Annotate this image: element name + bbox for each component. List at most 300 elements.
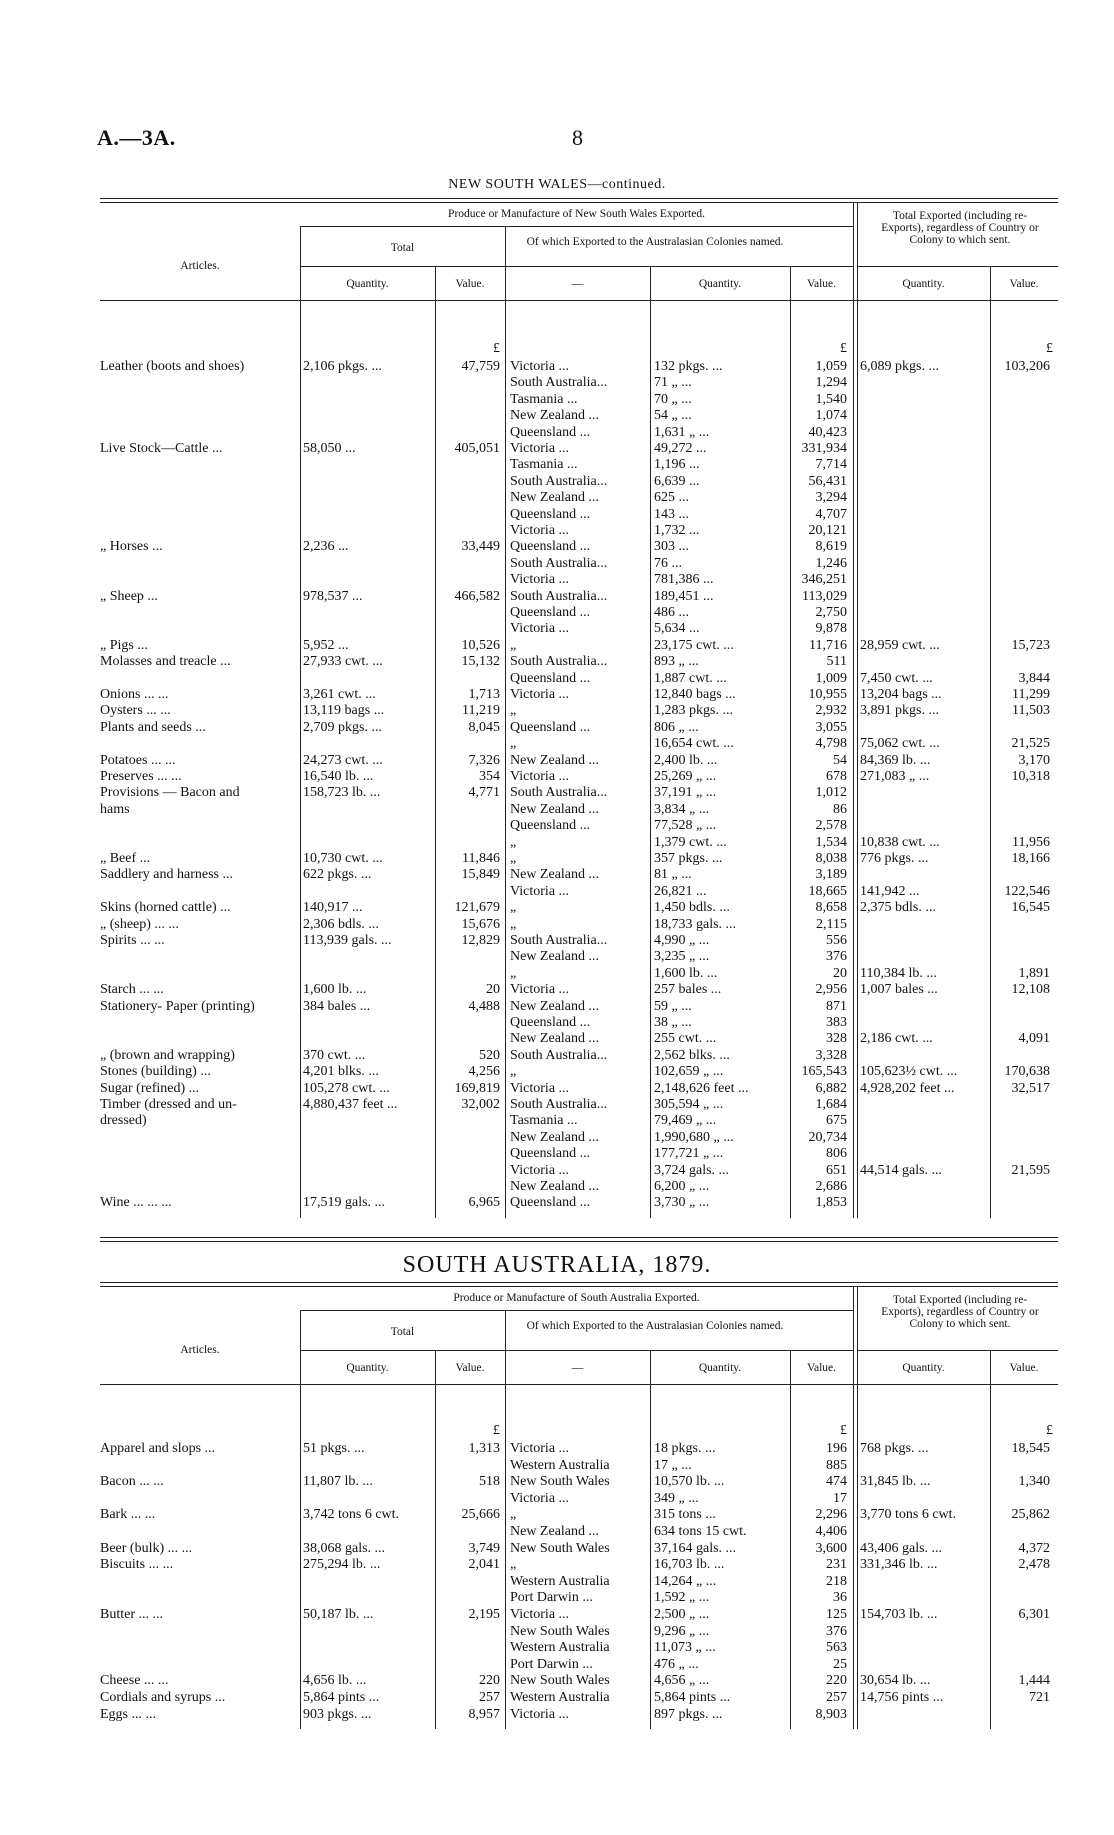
- header-bottom-rule: [100, 300, 1058, 301]
- colony-value: 1,012: [815, 785, 847, 801]
- colony-quantity: 897 pkgs. ...: [654, 1706, 723, 1722]
- nsw-section-title: NEW SOUTH WALES—continued.: [448, 177, 666, 192]
- total-value: 2,195: [468, 1607, 500, 1622]
- total-quantity: 370 cwt. ...: [303, 1047, 366, 1063]
- colony-quantity: 76 ...: [654, 555, 682, 571]
- total-quantity: 16,540 lb. ...: [303, 769, 374, 784]
- articles-header: Articles.: [180, 1344, 220, 1356]
- colony-name: „: [510, 637, 517, 653]
- total-quantity: 1,600 lb. ...: [303, 982, 367, 998]
- total-value: 4,256: [468, 1064, 500, 1080]
- colony-name: Queensland ...: [510, 506, 591, 522]
- colony-name: Victoria ...: [510, 883, 570, 899]
- overall-quantity: 43,406 gals. ...: [860, 1540, 943, 1556]
- colony-quantity: 1,450 bdls. ...: [654, 900, 730, 916]
- total-value: 12,829: [461, 933, 500, 948]
- colony-quantity: 17 „ ...: [654, 1457, 692, 1473]
- colony-name: Queensland ...: [510, 424, 591, 440]
- overall-quantity: 776 pkgs. ...: [860, 851, 929, 866]
- overall-value: 721: [1029, 1690, 1050, 1705]
- overall-quantity: 768 pkgs. ...: [860, 1441, 929, 1456]
- total-quantity: 4,656 lb. ...: [303, 1673, 367, 1689]
- pound-symbol: £: [840, 1423, 847, 1438]
- column-divider: [790, 1384, 791, 1729]
- total-value: 15,676: [461, 916, 500, 932]
- overall-value: 1,340: [1018, 1474, 1050, 1490]
- total-value: 20: [486, 982, 500, 998]
- column-divider: [435, 1384, 436, 1729]
- total-quantity: 4,880,437 feet ...: [303, 1097, 398, 1112]
- article-name: Oysters ... ...: [100, 703, 171, 719]
- header-rule: [300, 1350, 853, 1351]
- total-quantity: 4,201 blks. ...: [303, 1064, 379, 1080]
- colony-value: 556: [826, 933, 847, 948]
- colony-name: Victoria ...: [510, 523, 570, 538]
- column-divider: [300, 226, 301, 1218]
- total-quantity: 140,917 ...: [303, 900, 363, 916]
- colony-quantity: 77,528 „ ...: [654, 818, 717, 834]
- total-value: 47,759: [461, 359, 500, 374]
- colony-value: 474: [826, 1474, 847, 1490]
- colony-quantity: 38 „ ...: [654, 1015, 692, 1030]
- article-name: Timber (dressed and un-: [100, 1097, 237, 1112]
- overall-value: 2,478: [1018, 1557, 1050, 1573]
- overall-quantity: 6,089 pkgs. ...: [860, 359, 939, 374]
- total-exported-header: Total Exported (including re-Exports), regardless of Country or Colony to which sent.: [881, 210, 1039, 246]
- articles-header: Articles.: [180, 260, 220, 272]
- overall-quantity: 7,450 cwt. ...: [860, 670, 933, 686]
- colony-value: 331,934: [801, 441, 847, 456]
- colony-quantity: 4,990 „ ...: [654, 933, 710, 948]
- total-value: 15,132: [461, 654, 500, 670]
- colony-quantity: 625 ...: [654, 490, 689, 506]
- overall-quantity: 1,007 bales ...: [860, 982, 938, 998]
- colony-quantity: 4,656 „ ...: [654, 1673, 710, 1689]
- colony-value: 20,121: [808, 523, 847, 538]
- total-header: Total: [390, 242, 415, 254]
- colony-value: 40,423: [808, 424, 847, 440]
- pound-symbol: £: [1046, 341, 1053, 356]
- colony-value: 806: [826, 1146, 847, 1162]
- value-header: Value.: [455, 1362, 485, 1374]
- value-header: Value.: [806, 278, 837, 290]
- colony-quantity: 6,200 „ ...: [654, 1179, 710, 1194]
- column-divider: [857, 1286, 858, 1729]
- article-name: Preserves ... ...: [100, 769, 182, 784]
- colony-quantity: 303 ...: [654, 539, 689, 555]
- total-quantity: 58,050 ...: [303, 441, 356, 456]
- total-quantity: 10,730 cwt. ...: [303, 851, 383, 866]
- colony-name: Victoria ...: [510, 359, 570, 374]
- article-name: Eggs ... ...: [100, 1706, 156, 1722]
- colony-value: 383: [826, 1015, 847, 1030]
- colony-name: Queensland ...: [510, 1146, 591, 1162]
- colony-name: „: [510, 736, 517, 752]
- of-which-header: Of which Exported to the Australasian Colonies named.: [526, 1320, 784, 1332]
- colony-value: 1,074: [815, 408, 847, 424]
- colony-quantity: 70 „ ...: [654, 391, 692, 407]
- total-quantity: 275,294 lb. ...: [303, 1557, 381, 1573]
- total-quantity: 2,709 pkgs. ...: [303, 719, 382, 735]
- table-top-rule: [100, 1282, 1058, 1283]
- total-value: 121,679: [454, 900, 500, 916]
- table-top-rule: [100, 202, 1058, 203]
- colony-name: Victoria ...: [510, 441, 570, 456]
- overall-value: 11,956: [1012, 834, 1050, 850]
- colony-quantity: 1,283 pkgs. ...: [654, 703, 733, 719]
- header-rule: [857, 266, 1058, 267]
- total-quantity: 978,537 ...: [303, 588, 363, 604]
- article-name: „ Pigs ...: [100, 637, 148, 653]
- header-rule: [857, 1350, 1058, 1351]
- colony-quantity: 486 ...: [654, 605, 689, 620]
- quantity-header: Quantity.: [902, 1362, 945, 1374]
- colony-value: 675: [826, 1113, 847, 1129]
- colony-quantity: 59 „ ...: [654, 998, 692, 1014]
- colony-quantity: 5,864 pints ...: [654, 1690, 731, 1705]
- total-value: 466,582: [454, 588, 500, 604]
- colony-value: 7,714: [815, 457, 847, 473]
- overall-value: 122,546: [1004, 883, 1050, 899]
- document-reference: A.—3A.: [97, 125, 176, 150]
- article-name: Provisions — Bacon and: [100, 785, 240, 801]
- colony-quantity: 18 pkgs. ...: [654, 1441, 716, 1456]
- total-value: 518: [479, 1474, 500, 1490]
- colony-value: 1,059: [815, 359, 847, 374]
- colony-quantity: 3,724 gals. ...: [654, 1162, 730, 1178]
- colony-quantity: 5,634 ...: [654, 621, 700, 637]
- colony-quantity: 1,600 lb. ...: [654, 965, 718, 981]
- colony-value: 1,294: [815, 375, 847, 391]
- column-divider: [435, 300, 436, 1218]
- colony-quantity: 16,654 cwt. ...: [654, 736, 734, 752]
- colony-value: 25: [833, 1656, 847, 1672]
- colony-name: Victoria ...: [510, 982, 570, 998]
- overall-quantity: 13,204 bags ...: [860, 687, 942, 702]
- overall-value: 170,638: [1004, 1064, 1050, 1080]
- colony-value: 165,543: [801, 1064, 847, 1080]
- colony-quantity: 12,840 bags ...: [654, 687, 736, 702]
- colony-value: 8,619: [815, 539, 847, 555]
- overall-quantity: 4,928,202 feet ...: [860, 1080, 955, 1096]
- colony-name: New Zealand ...: [510, 1524, 600, 1539]
- pound-symbol: £: [493, 1423, 500, 1438]
- colony-name: „: [510, 900, 517, 916]
- article-name: Spirits ... ...: [100, 933, 165, 948]
- colony-quantity: 1,196 ...: [654, 457, 700, 473]
- colony-quantity: 3,834 „ ...: [654, 801, 710, 817]
- colony-name: South Australia...: [510, 555, 608, 571]
- overall-quantity: 3,770 tons 6 cwt.: [860, 1507, 957, 1523]
- article-name: Stones (building) ...: [100, 1064, 211, 1080]
- overall-quantity: 84,369 lb. ...: [860, 752, 931, 768]
- colony-quantity: 634 tons 15 cwt.: [654, 1524, 747, 1539]
- total-quantity: 24,273 cwt. ...: [303, 752, 383, 768]
- colony-quantity: 6,639 ...: [654, 473, 700, 489]
- colony-value: 8,903: [815, 1706, 847, 1722]
- total-quantity: 11,807 lb. ...: [303, 1474, 373, 1490]
- colony-quantity: 2,500 „ ...: [654, 1607, 710, 1622]
- colony-quantity: 1,631 „ ...: [654, 424, 710, 440]
- colony-value: 4,406: [815, 1524, 847, 1539]
- overall-quantity: 110,384 lb. ...: [860, 965, 937, 981]
- article-name: Butter ... ...: [100, 1607, 163, 1622]
- colony-value: 113,029: [802, 588, 847, 604]
- overall-quantity: 30,654 lb. ...: [860, 1673, 931, 1689]
- colony-quantity: 18,733 gals. ...: [654, 916, 737, 932]
- overall-quantity: 28,959 cwt. ...: [860, 637, 940, 653]
- colony-name: Tasmania ...: [510, 1113, 578, 1129]
- colony-value: 2,956: [815, 982, 847, 998]
- article-name: Sugar (refined) ...: [100, 1080, 200, 1096]
- total-value: 8,957: [468, 1706, 500, 1722]
- total-value: 33,449: [461, 539, 500, 555]
- colony-value: 2,750: [815, 605, 847, 620]
- total-quantity: 158,723 lb. ...: [303, 785, 381, 801]
- colony-value: 4,707: [815, 506, 847, 522]
- total-value: 4,771: [468, 785, 500, 801]
- produce-header: Produce or Manufacture of South Australia Exported.: [453, 1292, 700, 1304]
- colony-quantity: 357 pkgs. ...: [654, 851, 723, 866]
- colony-quantity: 71 „ ...: [654, 375, 692, 391]
- colony-value: 8,658: [815, 900, 847, 916]
- colony-value: 871: [826, 998, 847, 1014]
- colony-quantity: 37,191 „ ...: [654, 785, 717, 801]
- total-quantity: 2,306 bdls. ...: [303, 916, 379, 932]
- article-name: Beer (bulk) ... ...: [100, 1540, 193, 1556]
- article-name: Bark ... ...: [100, 1507, 156, 1523]
- colony-quantity: 476 „ ...: [654, 1656, 699, 1672]
- colony-name: New Zealand ...: [510, 867, 600, 883]
- produce-header: Produce or Manufacture of New South Wales Exported.: [448, 208, 705, 220]
- colony-value: 56,431: [808, 473, 847, 489]
- colony-quantity: 305,594 „ ...: [654, 1097, 724, 1112]
- colony-name: New Zealand ...: [510, 1129, 600, 1145]
- article-name: Molasses and treacle ...: [100, 654, 231, 670]
- colony-value: 376: [826, 949, 847, 965]
- overall-value: 32,517: [1011, 1080, 1050, 1096]
- page-number: 8: [572, 125, 583, 150]
- colony-quantity: 54 „ ...: [654, 408, 692, 424]
- article-name: „ Horses ...: [100, 539, 163, 555]
- article-name: Leather (boots and shoes): [100, 359, 245, 374]
- overall-value: 6,301: [1018, 1607, 1050, 1622]
- total-quantity: 5,864 pints ...: [303, 1690, 380, 1705]
- colony-value: 231: [826, 1557, 847, 1573]
- total-quantity: 105,278 cwt. ...: [303, 1080, 390, 1096]
- colony-value: 2,296: [815, 1507, 847, 1523]
- colony-name: Victoria ...: [510, 1080, 570, 1096]
- total-quantity: 113,939 gals. ...: [303, 933, 392, 948]
- colony-name: Queensland ...: [510, 818, 591, 834]
- total-value: 10,526: [461, 637, 500, 653]
- colony-name: „: [510, 1507, 517, 1523]
- overall-value: 1,444: [1018, 1673, 1050, 1689]
- colony-quantity: 143 ...: [654, 506, 689, 522]
- total-value: 169,819: [454, 1080, 500, 1096]
- colony-quantity: 2,562 blks. ...: [654, 1047, 730, 1063]
- overall-value: 18,166: [1011, 851, 1050, 866]
- colony-name: New Zealand ...: [510, 408, 600, 424]
- colony-name: South Australia...: [510, 588, 608, 604]
- total-value: 354: [479, 769, 500, 784]
- of-which-header: Of which Exported to the Australasian Colonies named.: [526, 236, 784, 248]
- colony-name: Queensland ...: [510, 670, 591, 686]
- colony-value: 3,328: [815, 1047, 847, 1063]
- article-name: Wine ... ... ...: [100, 1195, 172, 1211]
- total-quantity: 3,261 cwt. ...: [303, 687, 376, 702]
- colony-value: 257: [826, 1690, 847, 1705]
- column-divider: [650, 1384, 651, 1729]
- total-quantity: 622 pkgs. ...: [303, 867, 372, 883]
- colony-quantity: 81 „ ...: [654, 867, 692, 883]
- overall-value: 3,844: [1018, 670, 1050, 686]
- colony-quantity: 893 „ ...: [654, 654, 699, 670]
- total-exported-header: Total Exported (including re-Exports), regardless of Country or Colony to which sent.: [881, 1294, 1039, 1330]
- overall-quantity: 271,083 „ ...: [860, 769, 930, 784]
- colony-name: Victoria ...: [510, 572, 570, 588]
- overall-value: 103,206: [1004, 359, 1050, 374]
- total-value: 520: [479, 1047, 500, 1063]
- header-rule: [300, 1310, 853, 1311]
- total-value: 2,041: [468, 1557, 500, 1573]
- colony-name: Victoria ...: [510, 621, 570, 637]
- article-name: „ (brown and wrapping): [100, 1047, 235, 1063]
- article-name: Apparel and slops ...: [100, 1441, 216, 1456]
- article-name: Starch ... ...: [100, 982, 164, 998]
- colony-value: 18,665: [808, 883, 847, 899]
- colony-quantity: 1,732 ...: [654, 523, 700, 538]
- colony-value: 36: [833, 1590, 847, 1606]
- colony-value: 10,955: [808, 687, 847, 702]
- colony-quantity: 3,730 „ ...: [654, 1195, 710, 1211]
- colony-quantity: 79,469 „ ...: [654, 1113, 717, 1129]
- colony-quantity: 1,887 cwt. ...: [654, 670, 727, 686]
- colony-name: Victoria ...: [510, 1441, 570, 1456]
- total-quantity: 5,952 ...: [303, 637, 349, 653]
- overall-quantity: 105,623½ cwt. ...: [860, 1064, 958, 1080]
- colony-quantity: 781,386 ...: [654, 572, 714, 588]
- colony-value: 2,578: [815, 818, 847, 834]
- colony-name: South Australia...: [510, 654, 608, 670]
- column-divider: [650, 300, 651, 1218]
- colony-quantity: 11,073 „ ...: [654, 1640, 716, 1656]
- colony-quantity: 10,570 lb. ...: [654, 1474, 725, 1490]
- colony-value: 20,734: [808, 1129, 847, 1145]
- colony-quantity: 806 „ ...: [654, 719, 699, 735]
- overall-quantity: 10,838 cwt. ...: [860, 834, 940, 850]
- colony-quantity: 1,379 cwt. ...: [654, 834, 727, 850]
- pound-symbol: £: [1046, 1423, 1053, 1438]
- article-name: Live Stock—Cattle ...: [100, 441, 223, 456]
- colony-name: „: [510, 834, 517, 850]
- colony-value: 346,251: [801, 572, 847, 588]
- colony-quantity: 16,703 lb. ...: [654, 1557, 725, 1573]
- colony-value: 17: [833, 1490, 847, 1506]
- quantity-header: Quantity.: [346, 1362, 389, 1374]
- overall-value: 25,862: [1011, 1507, 1050, 1523]
- colony-quantity: 25,269 „ ...: [654, 769, 717, 784]
- colony-value: 6,882: [815, 1080, 847, 1096]
- colony-quantity: 26,821 ...: [654, 883, 707, 899]
- overall-value: 10,318: [1011, 769, 1050, 784]
- value-header: Value.: [1009, 278, 1039, 290]
- colony-value: 125: [826, 1607, 847, 1622]
- overall-quantity: 2,375 bdls. ...: [860, 900, 936, 916]
- quantity-header: Quantity.: [902, 278, 945, 290]
- total-value: 25,666: [461, 1507, 500, 1523]
- overall-quantity: 31,845 lb. ...: [860, 1474, 931, 1490]
- colony-name: Victoria ...: [510, 1162, 570, 1178]
- colony-value: 1,853: [815, 1195, 847, 1211]
- colony-value: 196: [826, 1441, 847, 1456]
- colony-name: New South Wales: [510, 1474, 610, 1490]
- section-divider: [100, 1241, 1058, 1242]
- total-value: 32,002: [461, 1097, 500, 1112]
- total-value: 1,713: [468, 687, 500, 702]
- colony-quantity: 14,264 „ ...: [654, 1573, 717, 1589]
- colony-value: 3,055: [815, 719, 847, 735]
- total-value: 11,846: [462, 851, 500, 866]
- overall-quantity: 14,756 pints ...: [860, 1690, 944, 1705]
- header-rule: [300, 226, 853, 227]
- colony-value: 563: [826, 1640, 847, 1656]
- pound-symbol: £: [840, 341, 847, 356]
- total-quantity: 3,742 tons 6 cwt.: [303, 1507, 400, 1523]
- colony-value: 20: [833, 965, 847, 981]
- colony-value: 328: [826, 1031, 847, 1047]
- colony-name: Port Darwin ...: [510, 1590, 593, 1606]
- quantity-header: Quantity.: [698, 278, 742, 290]
- article-name: Plants and seeds ...: [100, 719, 206, 735]
- total-value: 257: [479, 1690, 500, 1705]
- header-rule: [300, 266, 853, 267]
- colony-value: 11,716: [809, 637, 847, 653]
- overall-value: 21,595: [1011, 1162, 1050, 1178]
- colony-value: 86: [833, 801, 847, 817]
- colony-quantity: 49,272 ...: [654, 441, 707, 456]
- overall-value: 16,545: [1011, 900, 1050, 916]
- colony-value: 376: [826, 1623, 847, 1639]
- total-quantity: 50,187 lb. ...: [303, 1607, 374, 1622]
- colony-name: New Zealand ...: [510, 801, 600, 817]
- colony-name: Queensland ...: [510, 605, 591, 620]
- colony-name: „: [510, 703, 517, 719]
- value-header: Value.: [1009, 1362, 1039, 1374]
- article-name: Bacon ... ...: [100, 1474, 164, 1490]
- total-quantity: 2,236 ...: [303, 539, 349, 555]
- colony-value: 9,878: [815, 621, 847, 637]
- header-bottom-rule: [100, 1384, 1058, 1385]
- colony-value: 1,540: [815, 391, 847, 407]
- colony-name: New South Wales: [510, 1673, 610, 1689]
- column-divider: [790, 300, 791, 1218]
- column-divider: [990, 1384, 991, 1729]
- colony-header: —: [571, 278, 584, 290]
- quantity-header: Quantity.: [346, 278, 389, 290]
- overall-quantity: 75,062 cwt. ...: [860, 736, 940, 752]
- colony-name: Queensland ...: [510, 1195, 591, 1211]
- overall-value: 12,108: [1011, 982, 1050, 998]
- colony-header: —: [571, 1362, 584, 1374]
- column-divider: [505, 226, 506, 1218]
- colony-name: Victoria ...: [510, 1490, 570, 1506]
- colony-value: 2,932: [815, 703, 847, 719]
- overall-quantity: 141,942 ...: [860, 883, 920, 899]
- colony-quantity: 23,175 cwt. ...: [654, 637, 734, 653]
- overall-value: 11,503: [1012, 703, 1050, 719]
- colony-quantity: 102,659 „ ...: [654, 1064, 724, 1080]
